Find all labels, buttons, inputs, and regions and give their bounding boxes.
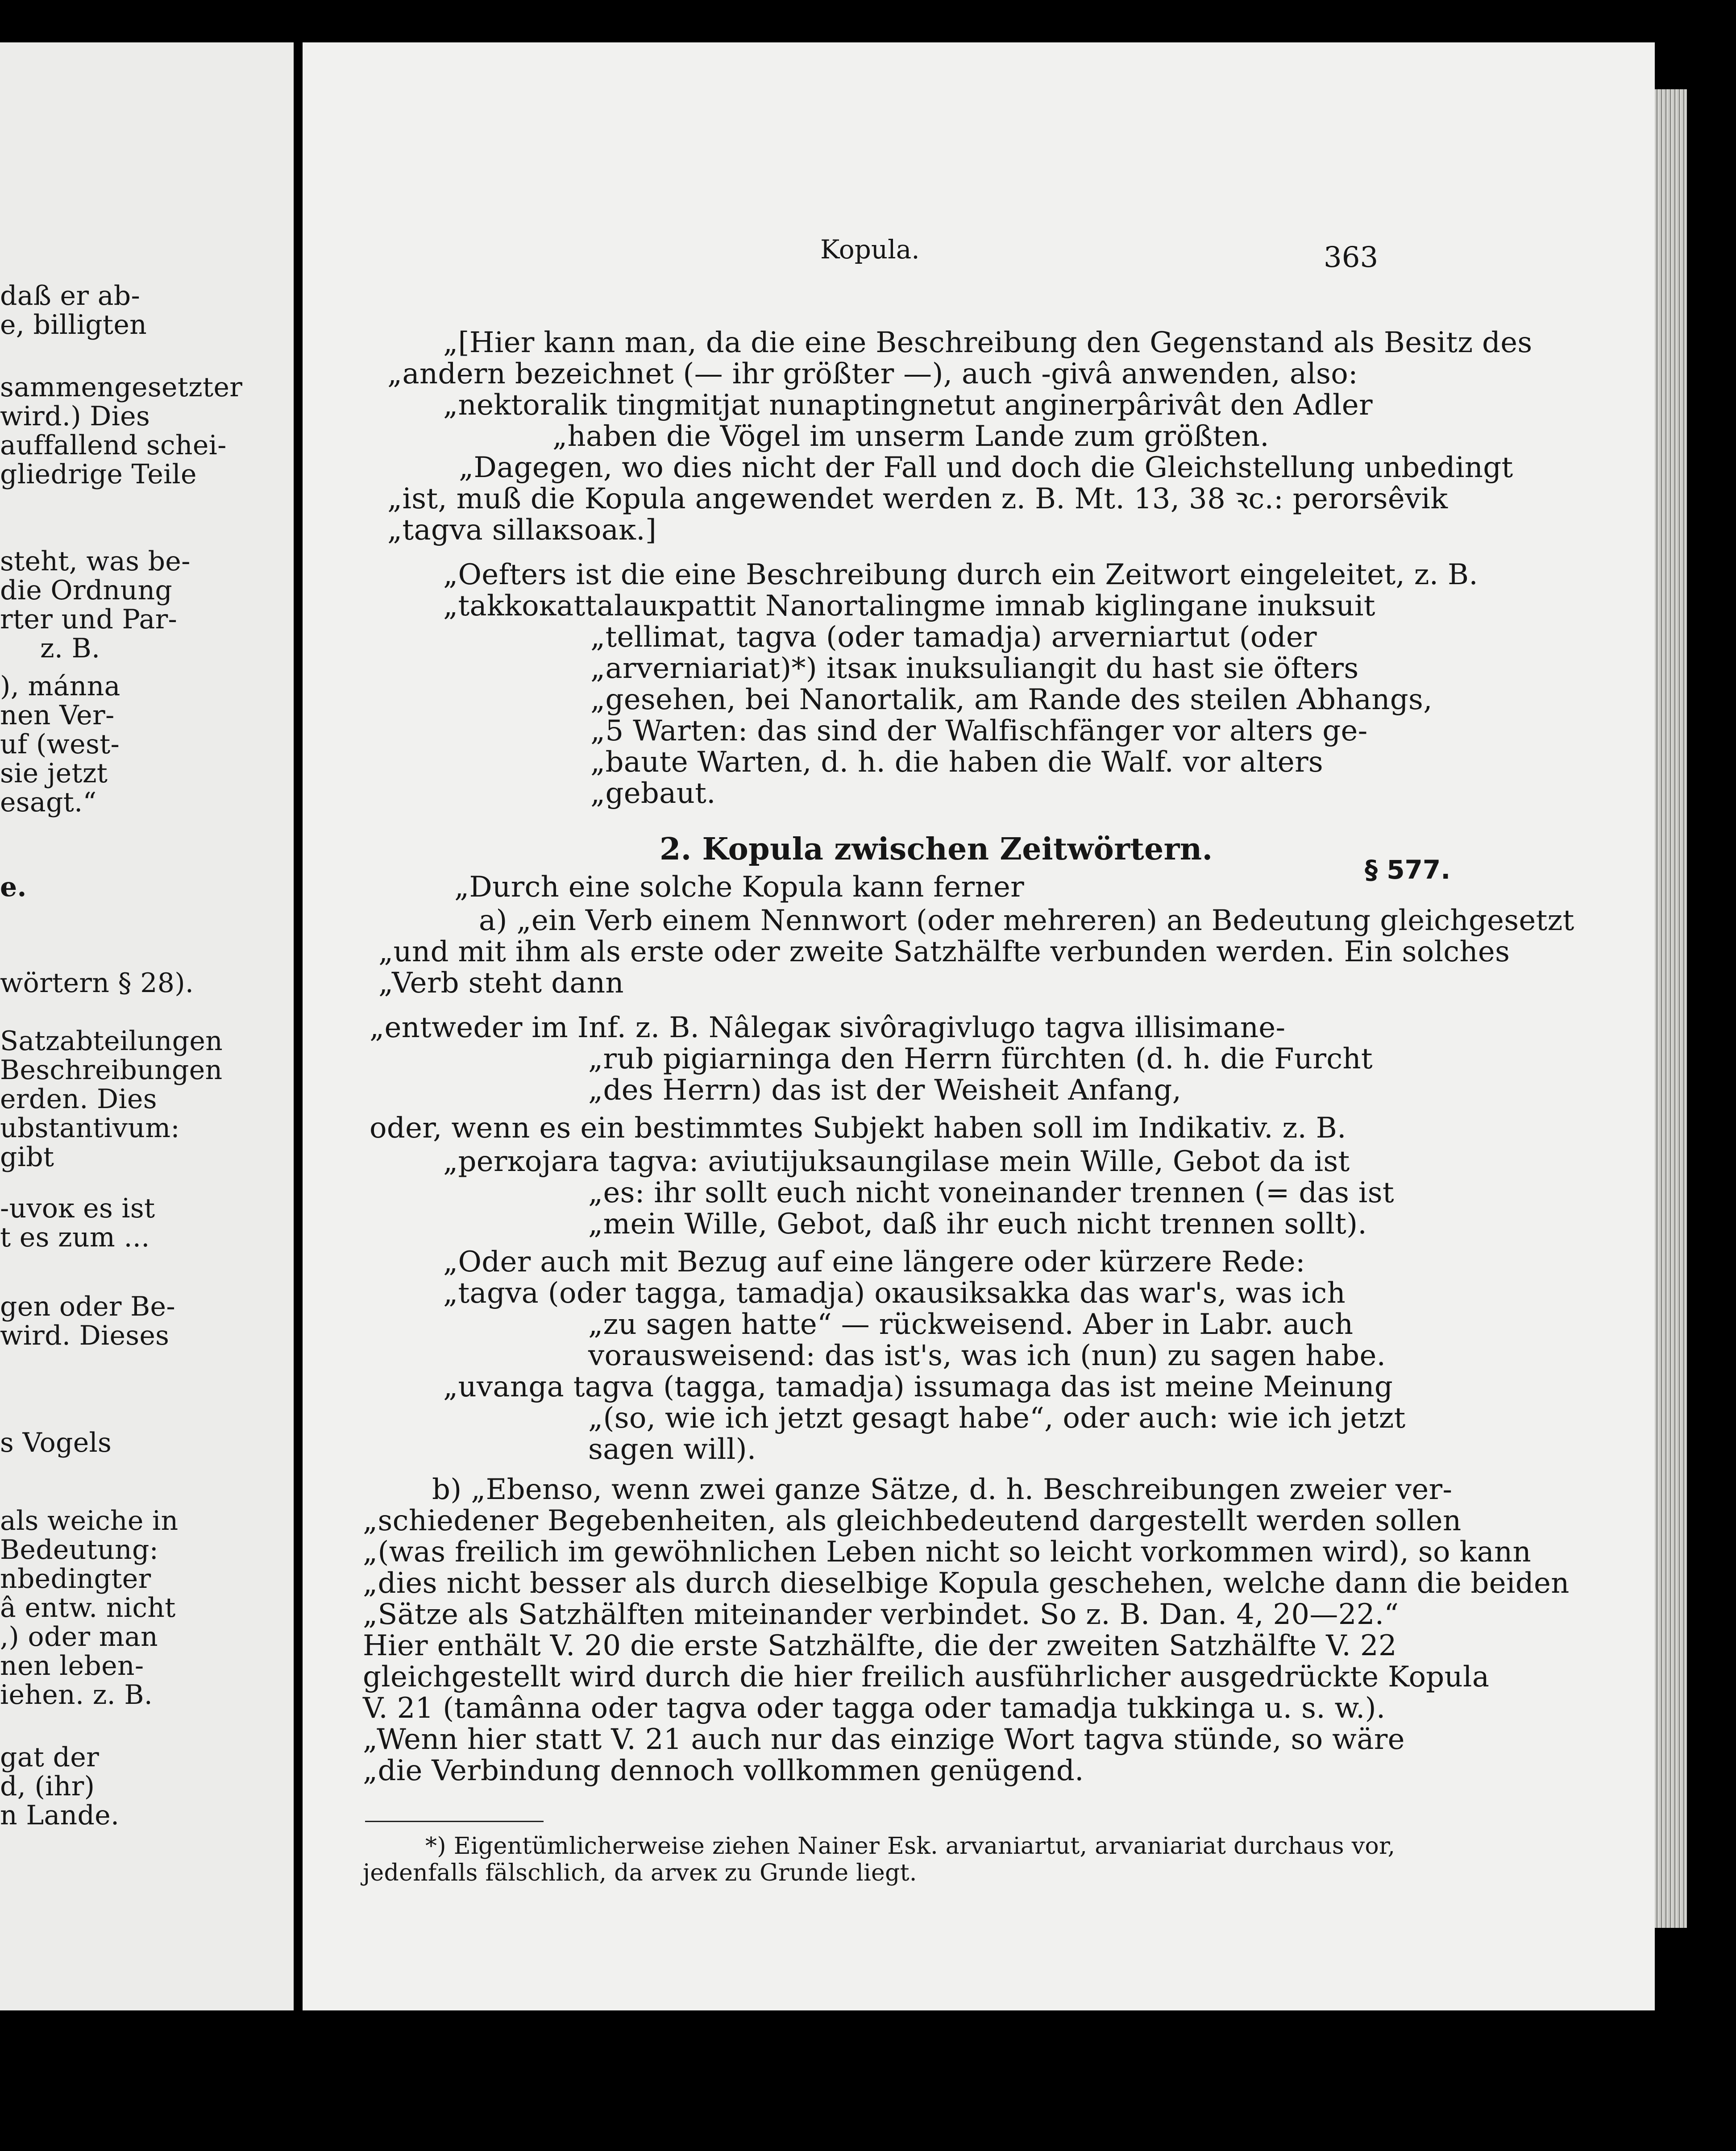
text-line: gleichgestellt wird durch die hier freilich ausführlicher ausgedrückte Kopula bbox=[363, 1661, 1490, 1694]
text-line: oder, wenn es ein bestimmtes Subjekt haben soll im Indikativ. z. B. bbox=[370, 1112, 1346, 1145]
left-line: Beschreibungen bbox=[0, 1055, 223, 1086]
text-line: „nektoralik tingmitjat nunaptingnetut anginerpârivât den Adler bbox=[443, 389, 1373, 422]
left-line: sammengesetzter bbox=[0, 372, 243, 403]
left-line: t es zum ... bbox=[0, 1222, 150, 1253]
left-line: gliedrige Teile bbox=[0, 459, 197, 490]
text-line: „des Herrn) das ist der Weisheit Anfang, bbox=[588, 1074, 1182, 1107]
left-line: steht, was be- bbox=[0, 546, 191, 577]
text-line: vorausweisend: das ist's, was ich (nun) zu sagen habe. bbox=[588, 1339, 1386, 1372]
left-line: sie jetzt bbox=[0, 758, 108, 789]
text-line: „perĸojara tagva: aviutijuksaungilase mein Wille, Gebot da ist bbox=[443, 1145, 1350, 1178]
text-line: „tagva sillaĸsoaĸ.] bbox=[387, 514, 657, 547]
left-line: gibt bbox=[0, 1142, 54, 1173]
text-line: „andern bezeichnet (— ihr größter —), auch -givâ anwenden, also: bbox=[387, 357, 1358, 390]
text-line: „Verb steht dann bbox=[378, 967, 624, 1000]
right-page bbox=[303, 42, 1655, 2010]
left-line: e, billigten bbox=[0, 309, 147, 341]
left-line: Bedeutung: bbox=[0, 1534, 159, 1565]
text-line: „Wenn hier statt V. 21 auch nur das einzige Wort tagva stünde, so wäre bbox=[363, 1723, 1405, 1756]
text-line: „5 Warten: das sind der Walfischfänger vor alters ge- bbox=[590, 714, 1368, 747]
left-line: die Ordnung bbox=[0, 575, 173, 606]
text-line: b) „Ebenso, wenn zwei ganze Sätze, d. h. Beschreibungen zweier ver- bbox=[432, 1473, 1453, 1506]
text-line: „baute Warten, d. h. die haben die Walf. vor alters bbox=[590, 746, 1324, 779]
left-page bbox=[0, 42, 294, 2010]
text-line: „Durch eine solche Kopula kann ferner bbox=[454, 871, 1025, 904]
text-line: „mein Wille, Gebot, daß ihr euch nicht trennen sollt). bbox=[588, 1208, 1367, 1241]
text-line: „es: ihr sollt euch nicht voneinander trennen (= das ist bbox=[588, 1176, 1394, 1209]
left-line: ), mánna bbox=[0, 671, 120, 702]
text-line: „Oefters ist die eine Beschreibung durch ein Zeitwort eingeleitet, z. B. bbox=[443, 558, 1479, 591]
text-line: „(was freilich im gewöhnlichen Leben nicht so leicht vorkommen wird), so kann bbox=[363, 1536, 1532, 1569]
text-line: „ist, muß die Kopula angewendet werden z. B. Mt. 13, 38 ꝛc.: perorsêvik bbox=[387, 482, 1448, 515]
left-line: â entw. nicht bbox=[0, 1592, 176, 1624]
text-line: sagen will). bbox=[588, 1433, 756, 1466]
text-line: „tellimat, tagva (oder tamadja) arverniartut (oder bbox=[590, 621, 1317, 654]
text-line: Hier enthält V. 20 die erste Satzhälfte, die der zweiten Satzhälfte V. 22 bbox=[363, 1629, 1397, 1662]
text-line: „(so, wie ich jetzt gesagt habe“, oder auch: wie ich jetzt bbox=[588, 1402, 1406, 1435]
text-line: „haben die Vögel im unserm Lande zum größten. bbox=[552, 420, 1269, 453]
left-line: n Lande. bbox=[0, 1800, 120, 1831]
text-line: „[Hier kann man, da die eine Beschreibung den Gegenstand als Besitz des bbox=[443, 326, 1532, 359]
left-line: ubstantivum: bbox=[0, 1113, 180, 1144]
text-line: „die Verbindung dennoch vollkommen genügend. bbox=[363, 1754, 1084, 1787]
left-line: iehen. z. B. bbox=[0, 1679, 153, 1711]
left-line: auffallend schei- bbox=[0, 430, 227, 461]
section-heading: 2. Kopula zwischen Zeitwörtern. bbox=[660, 831, 1213, 867]
text-line: „dies nicht besser als durch dieselbige Kopula geschehen, welche dann die beiden bbox=[363, 1567, 1570, 1600]
left-line: z. B. bbox=[40, 633, 100, 664]
book-page-edges bbox=[1655, 89, 1687, 1928]
left-line: s Vogels bbox=[0, 1427, 112, 1458]
left-line: daß er ab- bbox=[0, 280, 141, 311]
left-line: erden. Dies bbox=[0, 1084, 157, 1115]
text-line: „zu sagen hatte“ — rückweisend. Aber in Labr. auch bbox=[588, 1308, 1354, 1341]
left-line: nen Ver- bbox=[0, 700, 115, 731]
left-line: uf (west- bbox=[0, 729, 120, 760]
text-line: „Dagegen, wo dies nicht der Fall und doch die Gleichstellung unbedingt bbox=[459, 451, 1513, 484]
left-line: nen leben- bbox=[0, 1650, 144, 1682]
text-line: „rub pigiarninga den Herrn fürchten (d. h. die Furcht bbox=[588, 1042, 1373, 1076]
footnote-rule bbox=[365, 1821, 544, 1822]
left-line: gat der bbox=[0, 1742, 100, 1773]
text-line: „takkoĸattalauĸpattit Nanortalingme imnab kiglingane inuksuit bbox=[443, 590, 1375, 623]
left-line: d, (ihr) bbox=[0, 1771, 95, 1802]
text-line: „gesehen, bei Nanortalik, am Rande des steilen Abhangs, bbox=[590, 683, 1433, 716]
left-heading-fragment: e. bbox=[0, 872, 27, 903]
left-line: als weiche in bbox=[0, 1505, 179, 1536]
text-line: „entweder im Inf. z. B. Nâlegaĸ sivôragivlugo tagva illisimane- bbox=[370, 1011, 1286, 1044]
page-number: 363 bbox=[1324, 241, 1379, 274]
footnote-line: jedenfalls fälschlich, da arveĸ zu Grunde liegt. bbox=[363, 1860, 917, 1886]
text-line: „uvanga tagva (tagga, tamadja) issumaga das ist meine Meinung bbox=[443, 1370, 1393, 1404]
text-line: „Oder auch mit Bezug auf eine längere oder kürzere Rede: bbox=[443, 1246, 1305, 1279]
footnote-line: *) Eigentümlicherweise ziehen Nainer Esk. arvaniartut, arvaniariat durchaus vor, bbox=[425, 1833, 1395, 1860]
text-line: „gebaut. bbox=[590, 777, 716, 810]
text-line: V. 21 (tamânna oder tagva oder tagga oder tamadja tukkinga u. s. w.). bbox=[363, 1692, 1386, 1725]
left-line: nbedingter bbox=[0, 1563, 151, 1595]
left-line: wörtern § 28). bbox=[0, 968, 194, 999]
text-line: „arverniariat)*) itsaĸ inuksuliangit du hast sie öfters bbox=[590, 652, 1359, 685]
running-head: Kopula. bbox=[820, 234, 920, 265]
section-number: § 577. bbox=[1365, 855, 1451, 885]
left-line: ,) oder man bbox=[0, 1621, 158, 1653]
left-line: gen oder Be- bbox=[0, 1291, 175, 1322]
left-line: esagt.“ bbox=[0, 787, 97, 818]
left-line: rter und Par- bbox=[0, 604, 178, 635]
left-line: -uvoĸ es ist bbox=[0, 1193, 155, 1224]
text-line: a) „ein Verb einem Nennwort (oder mehreren) an Bedeutung gleichgesetzt bbox=[479, 904, 1574, 937]
text-line: „tagva (oder tagga, tamadja) oĸausiksakka das war's, was ich bbox=[443, 1277, 1346, 1310]
text-line: „Sätze als Satzhälften miteinander verbindet. So z. B. Dan. 4, 20—22.“ bbox=[363, 1598, 1399, 1631]
text-line: „und mit ihm als erste oder zweite Satzhälfte verbunden werden. Ein solches bbox=[378, 935, 1510, 968]
left-line: wird.) Dies bbox=[0, 401, 150, 432]
left-line: wird. Dieses bbox=[0, 1320, 170, 1351]
left-line: Satzabteilungen bbox=[0, 1026, 223, 1057]
text-line: „schiedener Begebenheiten, als gleichbedeutend dargestellt werden sollen bbox=[363, 1504, 1462, 1537]
